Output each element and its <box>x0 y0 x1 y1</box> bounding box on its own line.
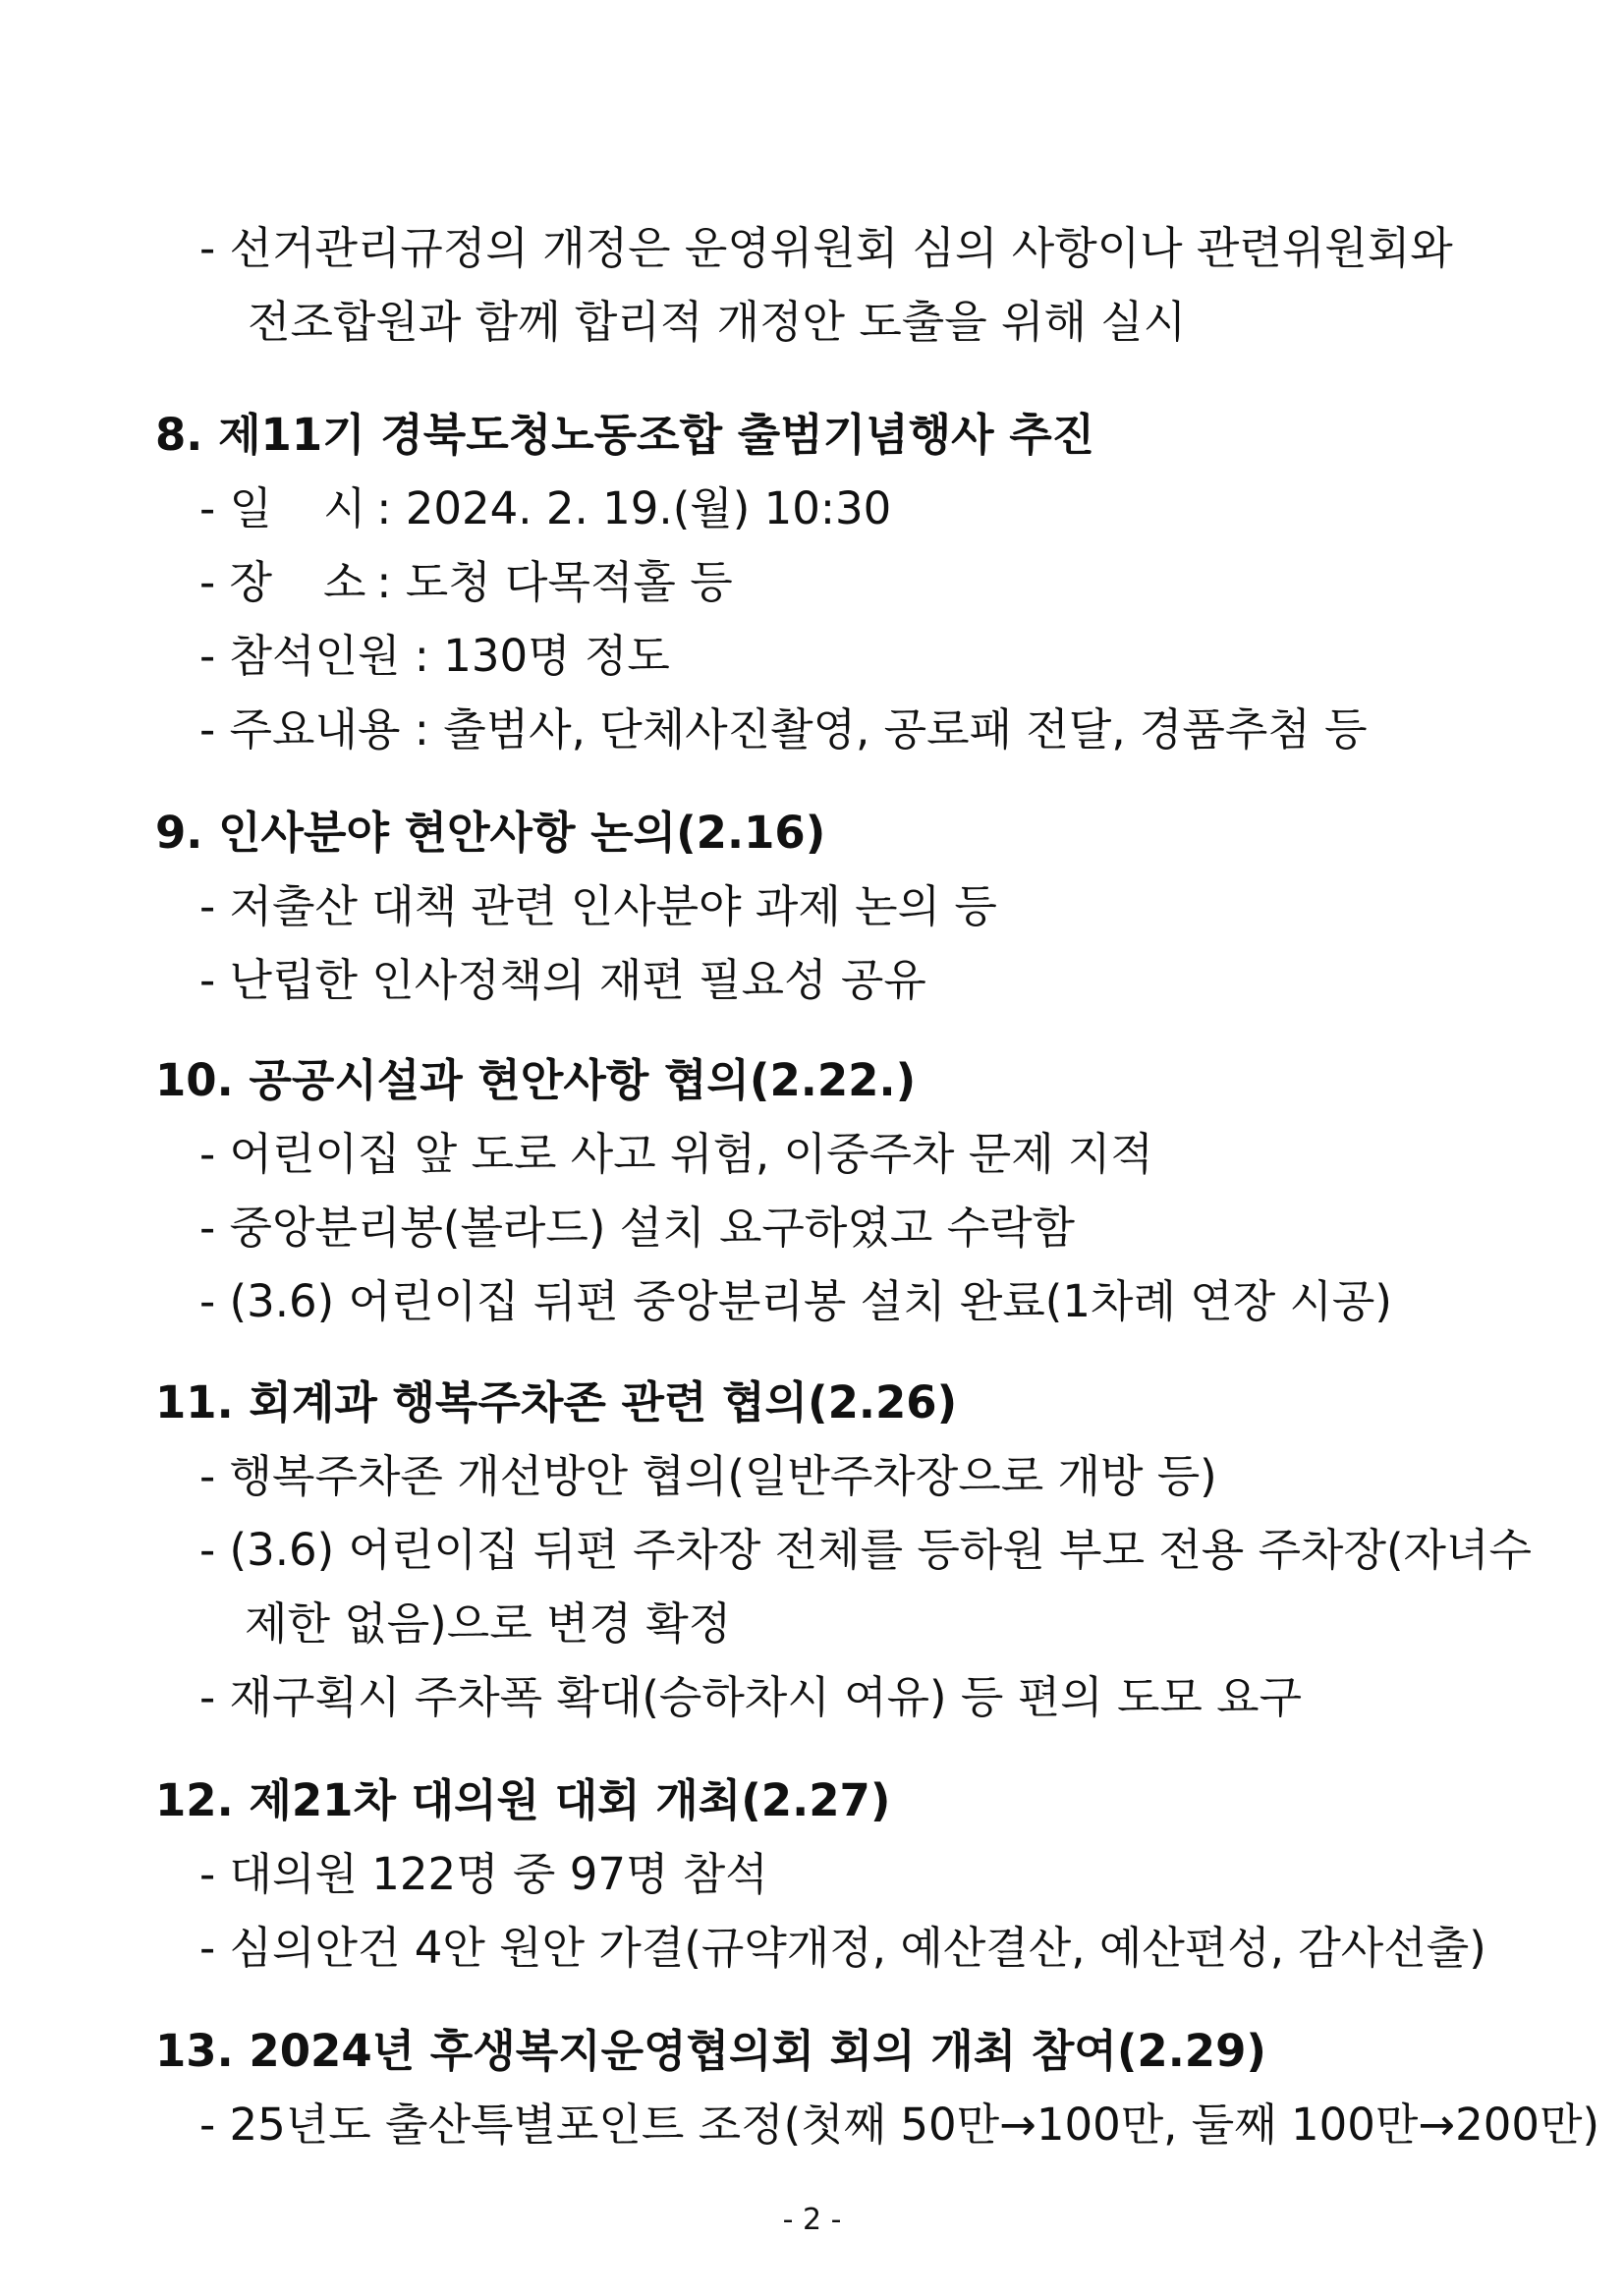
section-11-item-2-cont: 제한 없음)으로 변경 확정 <box>245 1597 732 1650</box>
label: - 참석인원 <box>199 630 401 682</box>
label-part: 시 <box>323 482 366 534</box>
section-9-item-2: - 난립한 인사정책의 재편 필요성 공유 <box>199 954 926 1006</box>
value: 130명 정도 <box>443 630 670 682</box>
label: - 주요내용 <box>199 703 401 756</box>
label-part: - 일 <box>199 482 273 534</box>
section-10-item-1: - 어린이집 앞 도로 사고 위험, 이중주차 문제 지적 <box>199 1128 1153 1180</box>
section-8-item-date <box>199 481 891 536</box>
colon: : <box>400 703 444 756</box>
section-8-item-place <box>199 555 733 610</box>
colon: : <box>400 630 444 682</box>
value: 도청 다목적홀 등 <box>405 556 733 608</box>
section-11-item-3: - 재구획시 주차폭 확대(승하차시 여유) 등 편의 도모 요구 <box>199 1671 1303 1723</box>
page-number: - 2 - <box>782 2203 842 2237</box>
intro-line-1: - 선거관리규정의 개정은 운영위원회 심의 사항이나 관련위원회와 <box>199 222 1453 274</box>
section-13-item-1: - 25년도 출산특별포인트 조정(첫째 50만→100만, 둘째 100만→200만) <box>199 2099 1600 2151</box>
section-12-item-1: - 대의원 122명 중 97명 참석 <box>199 1848 768 1900</box>
section-10-item-2: - 중앙분리봉(볼라드) 설치 요구하였고 수락함 <box>199 1202 1076 1254</box>
section-9-item-1: - 저출산 대책 관련 인사분야 과제 논의 등 <box>199 880 997 932</box>
section-8-item-attendees <box>199 629 670 684</box>
intro-line-2: 전조합원과 함께 합리적 개정안 도출을 위해 실시 <box>248 296 1187 348</box>
section-8-title: 8. 제11기 경북도청노동조합 출범기념행사 추진 <box>155 409 1095 461</box>
section-8-item-content <box>199 702 1368 757</box>
value: 출범사, 단체사진촬영, 공로패 전달, 경품추첨 등 <box>443 703 1368 756</box>
section-10-title: 10. 공공시설과 현안사항 협의(2.22.) <box>155 1054 917 1106</box>
label-part: 소 <box>323 556 366 608</box>
section-11-item-2: - (3.6) 어린이집 뒤편 주차장 전체를 등하원 부모 전용 주차장(자녀수 <box>199 1524 1532 1576</box>
colon: : <box>363 482 406 534</box>
section-10-item-3: - (3.6) 어린이집 뒤편 중앙분리봉 설치 완료(1차례 연장 시공) <box>199 1275 1392 1327</box>
section-9-title: 9. 인사분야 현안사항 논의(2.16) <box>155 807 826 859</box>
section-13-title: 13. 2024년 후생복지운영협의회 회의 개최 참여(2.29) <box>155 2025 1266 2077</box>
value: 2024. 2. 19.(월) 10:30 <box>405 482 892 534</box>
label-part: - 장 <box>199 556 273 608</box>
section-12-item-2: - 심의안건 4안 원안 가결(규약개정, 예산결산, 예산편성, 감사선출) <box>199 1922 1486 1974</box>
section-11-title: 11. 회계과 행복주차존 관련 협의(2.26) <box>155 1376 958 1428</box>
section-12-title: 12. 제21차 대의원 대회 개최(2.27) <box>155 1774 891 1826</box>
section-11-item-1: - 행복주차존 개선방안 협의(일반주차장으로 개방 등) <box>199 1450 1217 1502</box>
colon: : <box>363 556 406 608</box>
